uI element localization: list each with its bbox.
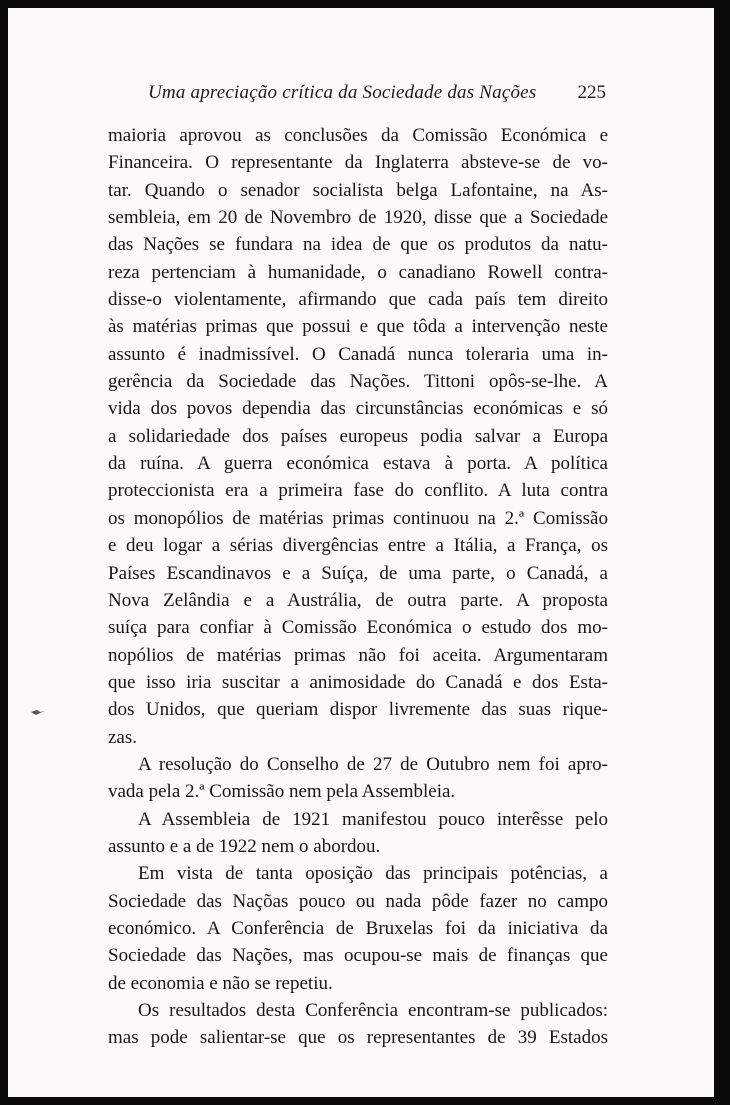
text-line: mas pode salientar-se que os representantes de 39 Estados	[108, 1027, 608, 1049]
text-line: reza pertenciam à humanidade, o canadiano Rowell contra-	[108, 261, 608, 283]
page-number: 225	[577, 82, 606, 103]
text-line: das Nações se fundara na idea de que os produtos da natu-	[108, 234, 608, 256]
text-line: que isso iria suscitar a animosidade do Canadá e dos Esta-	[108, 671, 608, 693]
text-line: Os resultados desta Conferência encontram-se publicados:	[138, 1000, 608, 1021]
text-line: da ruína. A guerra económica estava à porta. A política	[108, 453, 608, 475]
text-line: zas.	[108, 726, 138, 748]
text-line: A resolução do Conselho de 27 de Outubro nem foi apro-	[138, 753, 608, 775]
text-line: Sociedade das Nações, mas ocupou-se mais de finanças que	[108, 945, 608, 967]
book-page	[8, 8, 714, 1097]
text-line: às matérias primas que possui e que tôda a intervenção neste	[108, 316, 608, 338]
text-line: e deu logar a sérias divergências entre a Itália, a França, os	[108, 535, 608, 557]
body-text	[108, 122, 608, 1052]
text-line: vada pela 2.ª Comissão nem pela Assembleia.	[108, 781, 456, 803]
text-line: tar. Quando o senador socialista belga Lafontaine, na As-	[108, 179, 608, 201]
text-line: sembleia, em 20 de Novembro de 1920, disse que a Sociedade	[108, 207, 608, 229]
text-line: Nova Zelândia e a Austrália, de outra parte. A proposta	[108, 589, 608, 611]
text-line: Em vista de tanta oposição das principais potências, a	[138, 863, 608, 885]
text-line: Sociedade das Naçõas pouco ou nada pôde fazer no campo	[108, 890, 608, 912]
text-line: gerência da Sociedade das Nações. Tittoni opôs-se-lhe. A	[108, 371, 608, 393]
text-line: assunto é inadmissível. O Canadá nunca toleraria uma in-	[108, 343, 608, 365]
margin-speck-mark	[30, 708, 46, 716]
text-line: a solidariedade dos países europeus podia salvar a Europa	[108, 425, 608, 447]
text-line: Financeira. O representante da Inglaterra absteve-se de vo-	[108, 152, 608, 174]
text-line: Países Escandinavos e a Suíça, de uma parte, o Canadá, a	[108, 562, 608, 584]
running-title: Uma apreciação crítica da Sociedade das Nações	[148, 82, 537, 103]
text-line: assunto e a de 1922 nem o abordou.	[108, 835, 381, 857]
text-line: os monopólios de matérias primas continuou na 2.ª Comissão	[108, 507, 608, 529]
text-line: disse-o violentamente, afirmando que cada país tem direito	[108, 289, 608, 311]
text-line: económico. A Conferência de Bruxelas foi da iniciativa da	[108, 917, 608, 939]
text-line: maioria aprovou as conclusões da Comissão Económica e	[108, 125, 608, 146]
page-header	[148, 82, 606, 112]
text-line: vida dos povos dependia das circunstâncias económicas e só	[108, 398, 608, 420]
text-line: de economia e não se repetiu.	[108, 972, 333, 994]
text-line: nopólios de matérias primas não foi aceita. Argumentaram	[108, 644, 608, 666]
text-line: A Assembleia de 1921 manifestou pouco interêsse pelo	[138, 808, 608, 830]
text-line: suíça para confiar à Comissão Económica o estudo dos mo-	[108, 617, 608, 639]
text-line: proteccionista era a primeira fase do conflito. A luta contra	[108, 480, 608, 502]
text-line: dos Unidos, que queriam dispor livremente das suas rique-	[108, 699, 608, 721]
